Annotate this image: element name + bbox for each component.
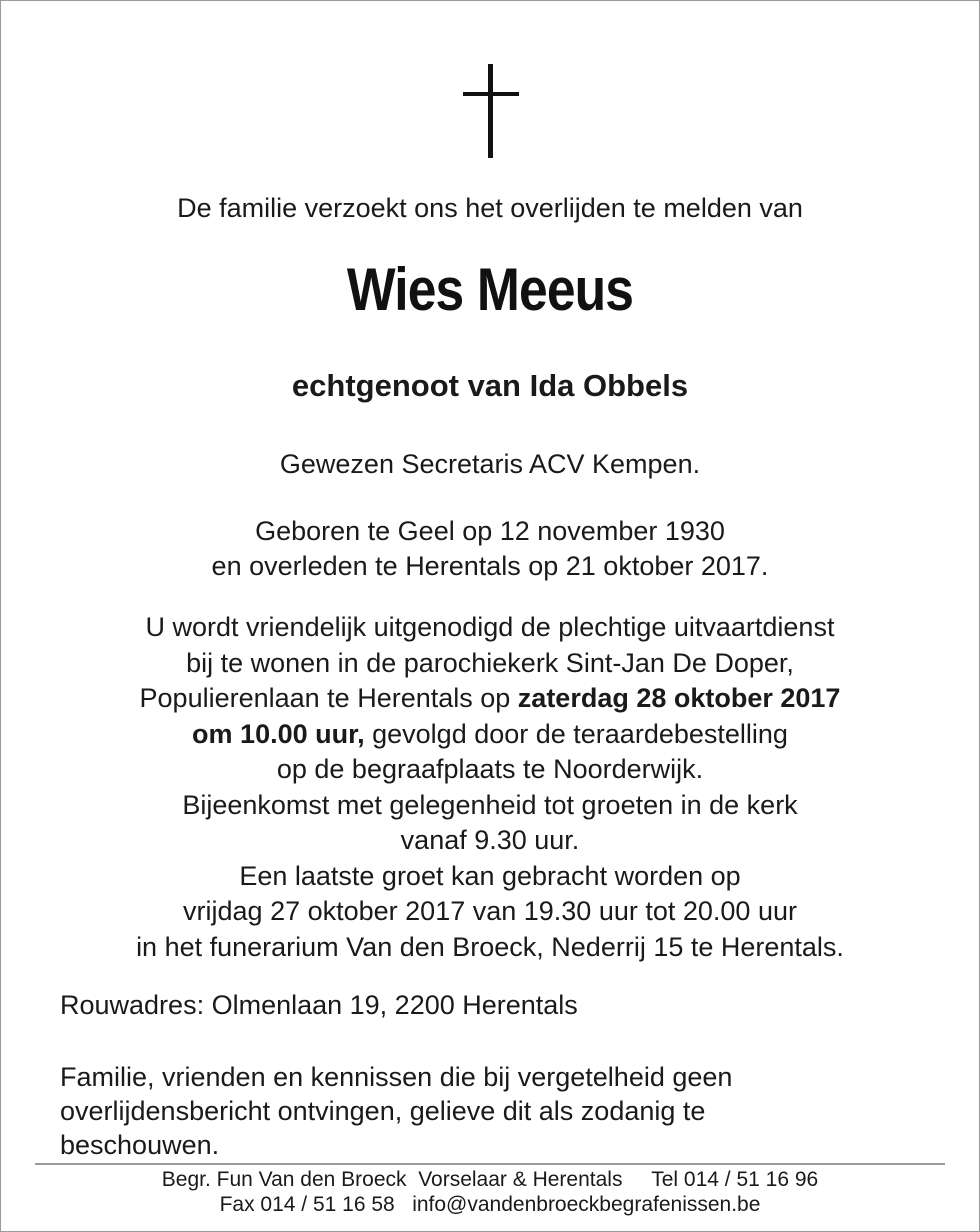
cross-icon (463, 64, 519, 158)
footer-contact-line: Begr. Fun Van den Broeck Vorselaar & Herentals Tel 014 / 51 16 96 (161, 1168, 819, 1191)
familie-note-line: overlijdensbericht ontvingen, gelieve dit als zodanig te (60, 1096, 706, 1126)
invitation-line: vrijdag 27 oktober 2017 van 19.30 uur tot 20.00 uur (183, 896, 797, 926)
birth-death-block (0, 514, 980, 584)
footer-contact-line: Fax 014 / 51 16 58 info@vandenbroeckbegrafenissen.be (219, 1193, 761, 1216)
invitation-line: vanaf 9.30 uur. (400, 825, 580, 855)
invitation-text: gevolgd door de teraardebestelling (364, 718, 788, 749)
familie-note (60, 1060, 732, 1162)
invitation-text: Populierenlaan te Herentals op (139, 683, 518, 713)
familie-note-line: Familie, vrienden en kennissen die bij vergetelheid geen (60, 1062, 733, 1092)
invitation-line: Bijeenkomst met gelegenheid tot groeten in de kerk (182, 789, 798, 820)
spouse-line: echtgenoot van Ida Obbels (291, 368, 689, 403)
familie-note-line: beschouwen. (60, 1130, 220, 1160)
death-line: en overleden te Herentals op 21 oktober 2017. (211, 551, 769, 581)
invitation-block (0, 610, 980, 965)
invitation-line (0, 681, 980, 717)
invitation-line: bij te wonen in de parochiekerk Sint-Jan De Doper, (186, 647, 794, 678)
funeral-time: om 10.00 uur, (192, 718, 365, 749)
intro-text: De familie verzoekt ons het overlijden te melden van (177, 193, 803, 223)
rouwadres: Rouwadres: Olmenlaan 19, 2200 Herentals (60, 990, 578, 1020)
birth-line: Geboren te Geel op 12 november 1930 (255, 516, 725, 546)
invitation-line (0, 717, 980, 753)
funeral-date: zaterdag 28 oktober 2017 (517, 683, 841, 713)
invitation-line: U wordt vriendelijk uitgenodigd de plechtige uitvaartdienst (145, 612, 835, 642)
deceased-name: Wies Meeus (346, 256, 634, 323)
invitation-line: op de begraafplaats te Noorderwijk. (276, 754, 704, 784)
invitation-line: Een laatste groet kan gebracht worden op (239, 860, 741, 891)
title-line: Gewezen Secretaris ACV Kempen. (279, 449, 701, 479)
footer-divider (35, 1163, 945, 1165)
invitation-line: in het funerarium Van den Broeck, Nederrij 15 te Herentals. (136, 931, 844, 962)
